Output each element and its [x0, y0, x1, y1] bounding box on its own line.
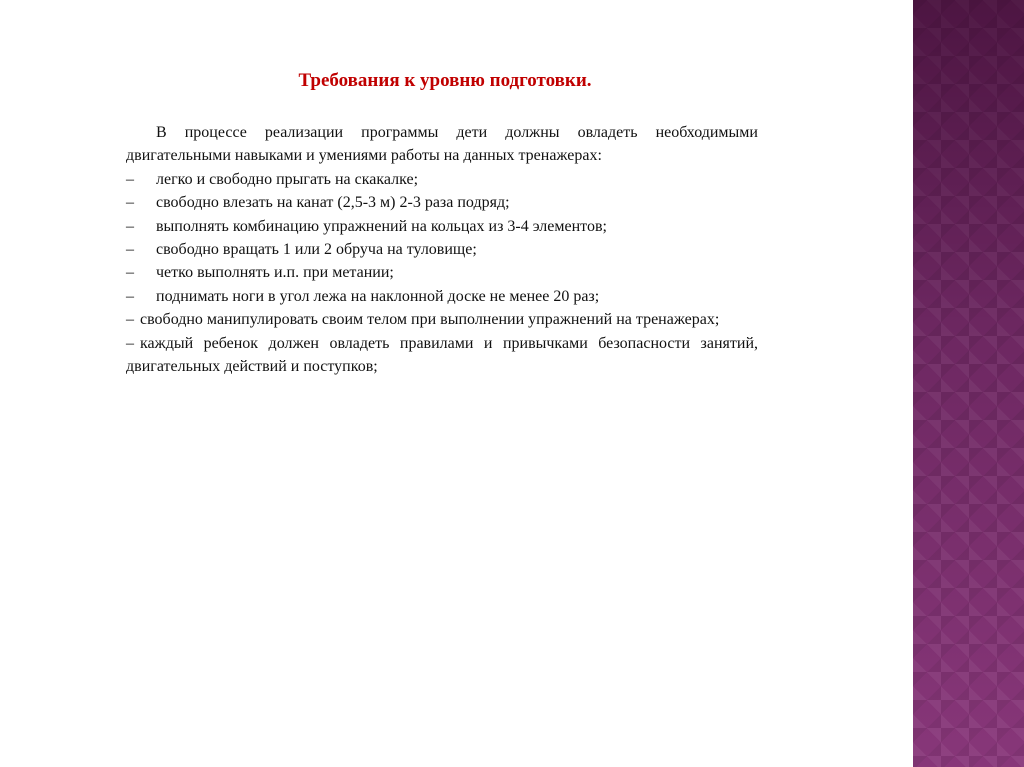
slide-body: [126, 121, 758, 378]
list-item: [126, 238, 758, 261]
list-item-text: свободно влезать на канат (2,5-3 м) 2-3 раза подряд;: [156, 194, 510, 212]
dash-marker: –: [126, 241, 134, 259]
intro-paragraph: В процессе реализации программы дети должны овладеть необходимыми двигательными навыками и умениями работы на данных тренажерах:: [126, 124, 758, 165]
list-item: [126, 191, 758, 214]
dash-marker: –: [126, 217, 134, 235]
list-item-text: каждый ребенок должен овладеть правилами и привычками безопасности занятий, двигательных действий и поступков;: [126, 334, 758, 376]
list-item-text: свободно манипулировать своим телом при выполнении упражнений на тренажерах;: [140, 311, 720, 329]
requirements-list: [126, 168, 758, 379]
list-item-text: легко и свободно прыгать на скакалке;: [156, 170, 419, 188]
dash-marker: –: [126, 194, 134, 212]
list-item: [126, 215, 758, 238]
dash-marker: –: [126, 311, 134, 329]
dash-marker: –: [126, 287, 134, 305]
list-item: [126, 308, 758, 331]
list-item-text: выполнять комбинацию упражнений на кольцах из 3-4 элементов;: [156, 217, 607, 235]
decorative-side-panel: [913, 0, 1024, 767]
slide-title: Требования к уровню подготовки.: [298, 70, 592, 91]
dash-marker: –: [126, 264, 134, 282]
dash-marker: –: [126, 334, 134, 352]
list-item-text: четко выполнять и.п. при метании;: [156, 264, 394, 282]
list-item-text: свободно вращать 1 или 2 обруча на туловище;: [156, 241, 477, 259]
list-item: [126, 332, 758, 379]
list-item: [126, 168, 758, 191]
list-item: [126, 285, 758, 308]
list-item: [126, 261, 758, 284]
list-item-text: поднимать ноги в угол лежа на наклонной доске не менее 20 раз;: [156, 287, 600, 305]
dash-marker: –: [126, 170, 134, 188]
